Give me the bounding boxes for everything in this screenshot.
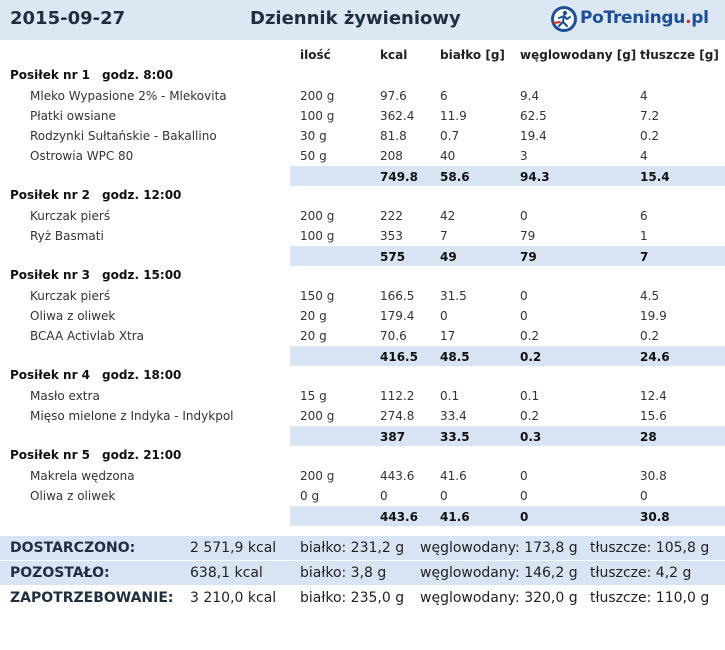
meal-sum-row	[290, 506, 725, 526]
food-carbs: 0	[520, 469, 528, 483]
sum-fat: 15.4	[640, 170, 670, 184]
totals-protein: białko: 235,0 g	[300, 590, 405, 606]
food-kcal: 362.4	[380, 109, 415, 123]
food-fat: 15.6	[640, 409, 667, 423]
totals-kcal: 3 210,0 kcal	[190, 590, 277, 606]
food-protein: 0	[440, 309, 448, 323]
food-carbs: 0.2	[520, 409, 540, 423]
meal-sum-row	[290, 246, 725, 266]
food-carbs: 62.5	[520, 109, 547, 123]
meal-heading: Posiłek nr 3 godz. 15:00	[10, 268, 182, 282]
food-name: Makrela wędzona	[30, 469, 135, 483]
food-fat: 4	[640, 89, 648, 103]
sum-fat: 7	[640, 250, 649, 264]
sum-fat: 28	[640, 430, 657, 444]
table-row	[0, 126, 725, 146]
totals-label: ZAPOTRZEBOWANIE:	[10, 590, 174, 606]
table-row	[0, 306, 725, 326]
totals-requirement-row	[0, 586, 725, 610]
food-protein: 0.7	[440, 129, 460, 143]
sum-protein: 58.6	[440, 170, 470, 184]
food-fat: 12.4	[640, 389, 667, 403]
food-name: Rodzynki Sułtańskie - Bakallino	[30, 129, 217, 143]
totals-kcal: 638,1 kcal	[190, 565, 263, 581]
food-name: Płatki owsiane	[30, 109, 116, 123]
meal-sum-row	[290, 166, 725, 186]
food-protein: 0.1	[440, 389, 460, 403]
food-kcal: 112.2	[380, 389, 415, 403]
page-title: Dziennik żywieniowy	[250, 8, 461, 29]
food-kcal: 443.6	[380, 469, 415, 483]
totals-fat: tłuszcze: 110,0 g	[590, 590, 710, 606]
food-carbs: 0	[520, 309, 528, 323]
totals-kcal: 2 571,9 kcal	[190, 540, 277, 556]
table-row	[0, 226, 725, 246]
column-header-qty: ilość	[300, 48, 331, 62]
meal-sum-row	[290, 426, 725, 446]
food-protein: 7	[440, 229, 448, 243]
totals-fat: tłuszcze: 105,8 g	[590, 540, 710, 556]
food-kcal: 0	[380, 489, 388, 503]
totals-remaining-row	[0, 561, 725, 585]
food-carbs: 9.4	[520, 89, 540, 103]
column-header-carbs: węglowodany [g]	[520, 48, 637, 62]
food-kcal: 166.5	[380, 289, 415, 303]
food-carbs: 0.1	[520, 389, 540, 403]
food-protein: 0	[440, 489, 448, 503]
logo-wordmark: PoTreningu.pl	[580, 8, 709, 28]
food-kcal: 70.6	[380, 329, 407, 343]
table-row	[0, 106, 725, 126]
food-name: Ryż Basmati	[30, 229, 104, 243]
food-protein: 11.9	[440, 109, 467, 123]
food-carbs: 19.4	[520, 129, 547, 143]
meal-heading: Posiłek nr 4 godz. 18:00	[10, 368, 182, 382]
sum-kcal: 575	[380, 250, 406, 264]
sum-kcal: 387	[380, 430, 406, 444]
food-carbs: 3	[520, 149, 528, 163]
table-row	[0, 86, 725, 106]
food-kcal: 179.4	[380, 309, 415, 323]
sum-protein: 49	[440, 250, 457, 264]
food-carbs: 0	[520, 489, 528, 503]
potreningu-logo[interactable]	[550, 5, 720, 33]
totals-label: POZOSTAŁO:	[10, 565, 110, 581]
header-bar	[0, 0, 725, 40]
food-kcal: 222	[380, 209, 403, 223]
logo-runner-icon	[550, 5, 578, 33]
table-row	[0, 286, 725, 306]
sum-fat: 30.8	[640, 510, 670, 524]
totals-protein: białko: 3,8 g	[300, 565, 387, 581]
sum-kcal: 443.6	[380, 510, 418, 524]
food-fat: 4.5	[640, 289, 660, 303]
food-fat: 7.2	[640, 109, 660, 123]
totals-carbs: węglowodany: 146,2 g	[420, 565, 578, 581]
food-qty: 20 g	[300, 309, 327, 323]
food-kcal: 208	[380, 149, 403, 163]
table-row	[0, 206, 725, 226]
totals-carbs: węglowodany: 173,8 g	[420, 540, 578, 556]
food-qty: 30 g	[300, 129, 327, 143]
food-qty: 150 g	[300, 289, 335, 303]
food-name: Oliwa z oliwek	[30, 489, 116, 503]
totals-carbs: węglowodany: 320,0 g	[420, 590, 578, 606]
food-protein: 41.6	[440, 469, 467, 483]
sum-carbs: 0.2	[520, 350, 542, 364]
food-protein: 17	[440, 329, 456, 343]
food-kcal: 274.8	[380, 409, 415, 423]
food-fat: 30.8	[640, 469, 667, 483]
food-fat: 6	[640, 209, 648, 223]
sum-kcal: 416.5	[380, 350, 418, 364]
food-name: Mleko Wypasione 2% - Mlekovita	[30, 89, 227, 103]
food-carbs: 0	[520, 209, 528, 223]
food-protein: 33.4	[440, 409, 467, 423]
food-qty: 15 g	[300, 389, 327, 403]
totals-fat: tłuszcze: 4,2 g	[590, 565, 692, 581]
food-name: BCAA Activlab Xtra	[30, 329, 145, 343]
food-protein: 40	[440, 149, 456, 163]
food-protein: 6	[440, 89, 448, 103]
food-fat: 0.2	[640, 329, 660, 343]
food-fat: 1	[640, 229, 648, 243]
totals-label: DOSTARCZONO:	[10, 540, 136, 556]
totals-delivered-row	[0, 536, 725, 560]
sum-carbs: 79	[520, 250, 537, 264]
table-row	[0, 406, 725, 426]
food-name: Ostrowia WPC 80	[30, 149, 134, 163]
food-name: Mięso mielone z Indyka - Indykpol	[30, 409, 234, 423]
food-qty: 200 g	[300, 469, 335, 483]
food-kcal: 97.6	[380, 89, 407, 103]
sum-kcal: 749.8	[380, 170, 418, 184]
food-fat: 0.2	[640, 129, 660, 143]
food-qty: 0 g	[300, 489, 320, 503]
food-protein: 31.5	[440, 289, 467, 303]
table-row	[0, 386, 725, 406]
sum-protein: 33.5	[440, 430, 470, 444]
food-kcal: 353	[380, 229, 403, 243]
sum-carbs: 94.3	[520, 170, 550, 184]
meal-sum-row	[290, 346, 725, 366]
food-protein: 42	[440, 209, 456, 223]
totals-protein: białko: 231,2 g	[300, 540, 405, 556]
diary-date: 2015-09-27	[10, 8, 126, 29]
column-header-protein: białko [g]	[440, 48, 505, 62]
food-name: Kurczak pierś	[30, 289, 111, 303]
food-fat: 4	[640, 149, 648, 163]
table-row	[0, 146, 725, 166]
food-qty: 100 g	[300, 109, 335, 123]
food-name: Masło extra	[30, 389, 100, 403]
food-fat: 0	[640, 489, 648, 503]
food-qty: 20 g	[300, 329, 327, 343]
food-carbs: 79	[520, 229, 536, 243]
table-row	[0, 466, 725, 486]
food-qty: 200 g	[300, 209, 335, 223]
food-qty: 50 g	[300, 149, 327, 163]
column-header-kcal: kcal	[380, 48, 408, 62]
food-carbs: 0.2	[520, 329, 540, 343]
sum-fat: 24.6	[640, 350, 670, 364]
sum-protein: 41.6	[440, 510, 470, 524]
table-row	[0, 486, 725, 506]
meal-heading: Posiłek nr 2 godz. 12:00	[10, 188, 182, 202]
food-name: Oliwa z oliwek	[30, 309, 116, 323]
sum-carbs: 0	[520, 510, 529, 524]
sum-protein: 48.5	[440, 350, 470, 364]
food-qty: 200 g	[300, 89, 335, 103]
meal-heading: Posiłek nr 1 godz. 8:00	[10, 68, 174, 82]
column-header-fat: tłuszcze [g]	[640, 48, 719, 62]
food-qty: 100 g	[300, 229, 335, 243]
food-fat: 19.9	[640, 309, 667, 323]
food-name: Kurczak pierś	[30, 209, 111, 223]
meal-heading: Posiłek nr 5 godz. 21:00	[10, 448, 182, 462]
food-carbs: 0	[520, 289, 528, 303]
food-qty: 200 g	[300, 409, 335, 423]
sum-carbs: 0.3	[520, 430, 542, 444]
food-kcal: 81.8	[380, 129, 407, 143]
table-row	[0, 326, 725, 346]
